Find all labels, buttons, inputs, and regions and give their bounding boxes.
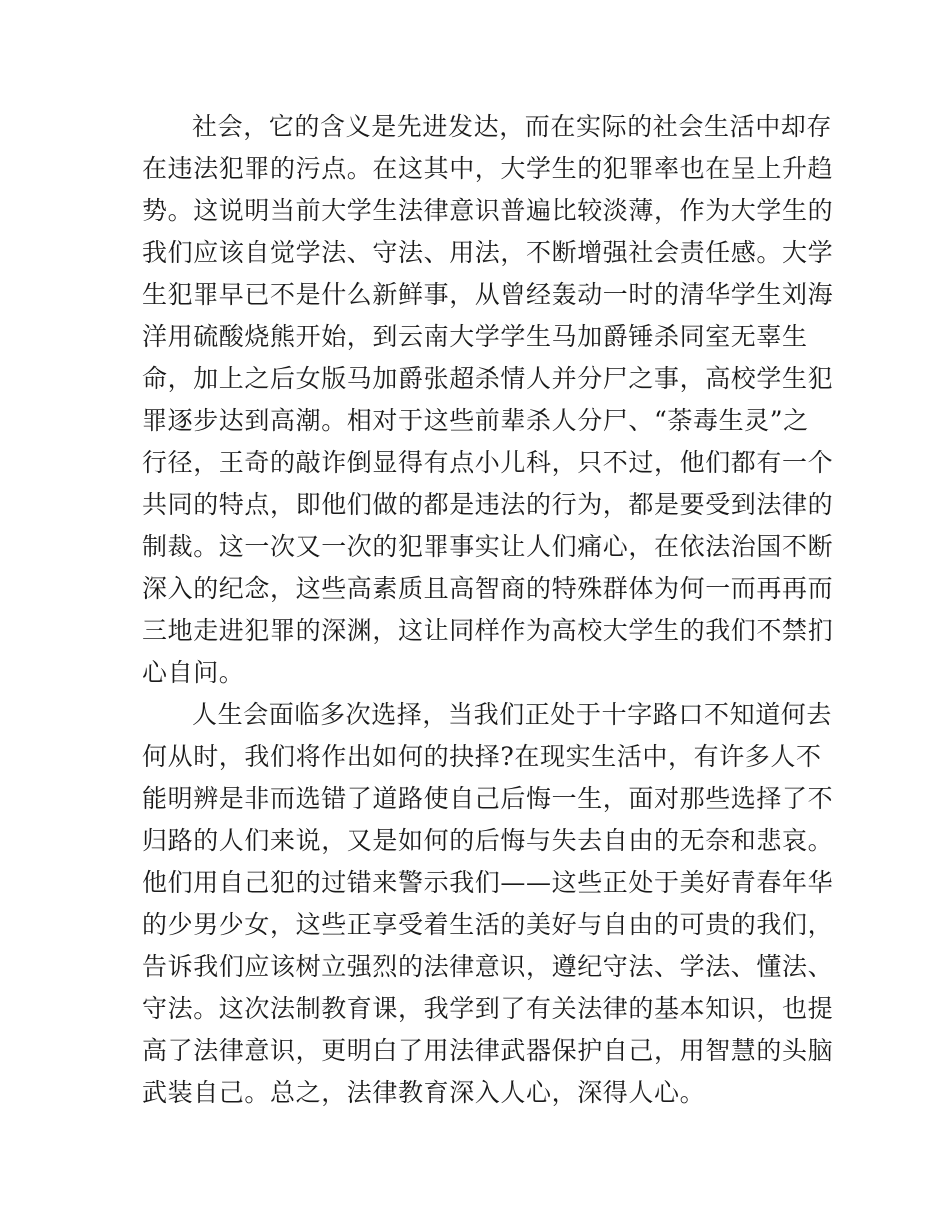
text-line: 制裁。这一次又一次的犯罪事实让人们痛心，在依法治国不断 bbox=[142, 532, 834, 561]
text-line: 告诉我们应该树立强烈的法律意识，遵纪守法、学法、懂法、 bbox=[142, 952, 834, 981]
text-line: 我们应该自觉学法、守法、用法，不断增强社会责任感。大学 bbox=[142, 238, 834, 267]
text-line: 归路的人们来说，又是如何的后悔与失去自由的无奈和悲哀。 bbox=[142, 826, 834, 855]
text-line: 行径，王奇的敲诈倒显得有点小儿科，只不过，他们都有一个 bbox=[142, 448, 834, 477]
text-line: 高了法律意识，更明白了用法律武器保护自己，用智慧的头脑 bbox=[142, 1036, 834, 1065]
text-line: 能明辨是非而选错了道路使自己后悔一生，面对那些选择了不 bbox=[142, 784, 834, 813]
text-line: 守法。这次法制教育课，我学到了有关法律的基本知识，也提 bbox=[142, 994, 834, 1023]
text-line: 深入的纪念，这些高素质且高智商的特殊群体为何一而再再而 bbox=[142, 574, 834, 603]
text-line: 共同的特点，即他们做的都是违法的行为，都是要受到法律的 bbox=[142, 490, 834, 519]
text-line: 人生会面临多次选择，当我们正处于十字路口不知道何去 bbox=[192, 700, 833, 729]
text-line: 他们用自己犯的过错来警示我们——这些正处于美好青春年华 bbox=[142, 868, 834, 897]
text-line: 社会，它的含义是先进发达，而在实际的社会生活中却存 bbox=[192, 112, 833, 141]
text-line: 武装自己。总之，法律教育深入人心，深得人心。 bbox=[142, 1078, 706, 1107]
text-line: 三地走进犯罪的深渊，这让同样作为高校大学生的我们不禁扪 bbox=[142, 616, 834, 645]
text-line: 洋用硫酸烧熊开始，到云南大学学生马加爵锤杀同室无辜生 bbox=[142, 322, 808, 351]
text-line: 罪逐步达到高潮。相对于这些前辈杀人分尸、“荼毒生灵”之 bbox=[142, 406, 809, 435]
text-line: 势。这说明当前大学生法律意识普遍比较淡薄，作为大学生的 bbox=[142, 196, 834, 225]
document-body bbox=[142, 106, 834, 1114]
paragraph-1 bbox=[142, 106, 834, 694]
text-line: 心自问。 bbox=[142, 658, 245, 687]
text-line: 在违法犯罪的污点。在这其中，大学生的犯罪率也在呈上升趋 bbox=[142, 154, 834, 183]
text-line: 的少男少女，这些正享受着生活的美好与自由的可贵的我们， bbox=[142, 910, 834, 939]
text-line: 何从时，我们将作出如何的抉择?在现实生活中，有许多人不 bbox=[142, 742, 822, 771]
text-line: 命，加上之后女版马加爵张超杀情人并分尸之事，高校学生犯 bbox=[142, 364, 834, 393]
paragraph-2 bbox=[142, 694, 834, 1114]
text-line: 生犯罪早已不是什么新鲜事，从曾经轰动一时的清华学生刘海 bbox=[142, 280, 834, 309]
